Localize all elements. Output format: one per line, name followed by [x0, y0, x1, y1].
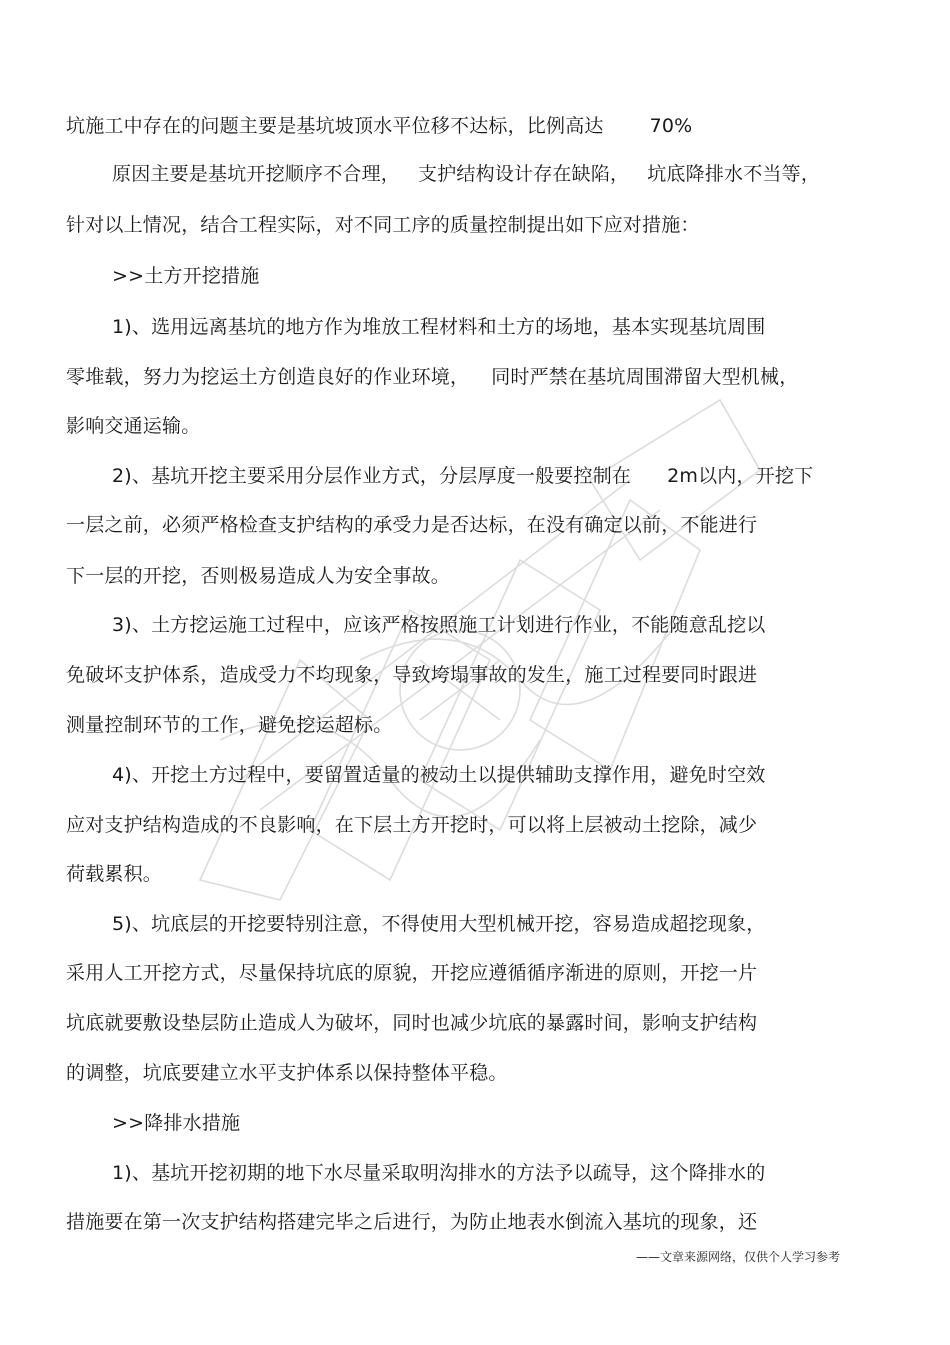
text-line-19	[66, 1010, 757, 1036]
text-line-14	[112, 762, 766, 788]
text-line-9	[66, 512, 757, 538]
section-heading-earthwork	[112, 263, 259, 289]
text-line-8	[112, 463, 813, 489]
text-line-1	[66, 113, 692, 139]
line-11-text: 3)、土方挖运施工过程中，应该严格按照施工计划进行作业，不能随意乱挖以	[112, 614, 766, 636]
text-line-2	[112, 161, 820, 187]
line-23-text: 措施要在第一次支护结构搭建完毕之后进行，为防止地表水倒流入基坑的现象，还	[66, 1211, 758, 1233]
text-line-17	[112, 911, 766, 937]
text-line-12	[66, 662, 757, 688]
heading-dewatering-text: >>降排水措施	[112, 1112, 241, 1134]
text-line-23	[66, 1209, 757, 1235]
line-5-text: 1)、选用远离基坑的地方作为堆放工程材料和土方的场地，基本实现基坑周围	[112, 316, 766, 338]
line-2-text-a: 原因主要是基坑开挖顺序不合理，	[112, 163, 401, 185]
text-line-22	[112, 1160, 766, 1186]
line-1-percent: 70%	[649, 115, 693, 137]
text-line-5	[112, 314, 766, 340]
line-9-text: 一层之前，必须严格检查支护结构的承受力是否达标，在没有确定以前，不能进行	[66, 514, 758, 536]
line-13-text: 测量控制环节的工作，避免挖运超标。	[66, 714, 393, 736]
text-line-3	[66, 212, 700, 238]
text-line-15	[66, 812, 757, 838]
line-18-text: 采用人工开挖方式，尽量保持坑底的原貌，开挖应遵循循序渐进的原则，开挖一片	[66, 962, 758, 984]
line-19-text: 坑底就要敷设垫层防止造成人为破坏，同时也减少坑底的暴露时间，影响支护结构	[66, 1012, 758, 1034]
line-17-text: 5)、坑底层的开挖要特别注意，不得使用大型机械开挖，容易造成超挖现象，	[112, 913, 766, 935]
text-line-7	[66, 413, 200, 439]
line-2-text-b: 支护结构设计存在缺陷，	[418, 163, 630, 185]
line-12-text: 免破坏支护体系，造成受力不均现象，导致垮塌事故的发生，施工过程要同时跟进	[66, 664, 758, 686]
line-22-text: 1)、基坑开挖初期的地下水尽量采取明沟排水的方法予以疏导，这个降排水的	[112, 1162, 766, 1184]
text-line-6	[66, 364, 798, 390]
text-line-16	[66, 861, 162, 887]
text-line-13	[66, 712, 392, 738]
line-10-text: 下一层的开挖，否则极易造成人为安全事故。	[66, 565, 451, 587]
line-8-text-a: 2)、基坑开挖主要采用分层作业方式，分层厚度一般要控制在	[112, 465, 632, 487]
text-line-20	[66, 1060, 508, 1086]
text-line-11	[112, 612, 766, 638]
line-3-text: 针对以上情况，结合工程实际，对不同工序的质量控制提出如下应对措施：	[66, 214, 700, 236]
line-15-text: 应对支护结构造成的不良影响，在下层土方开挖时，可以将上层被动土挖除，减少	[66, 814, 758, 836]
line-16-text: 荷载累积。	[66, 863, 163, 885]
line-1-text: 坑施工中存在的问题主要是基坑坡顶水平位移不达标，比例高达	[66, 115, 604, 137]
line-2-text-c: 坑底降排水不当等，	[647, 163, 821, 185]
source-footnote: ——文章来源网络，仅供个人学习参考	[636, 1250, 841, 1264]
line-6-text-a: 零堆载，努力为挖运土方创造良好的作业环境，	[66, 366, 470, 388]
line-8-text-b: 2m以内，开挖下	[667, 465, 814, 487]
section-heading-dewatering	[112, 1110, 240, 1136]
line-20-text: 的调整，坑底要建立水平支护体系以保持整体平稳。	[66, 1062, 508, 1084]
line-14-text: 4)、开挖土方过程中，要留置适量的被动土以提供辅助支撑作用，避免时空效	[112, 764, 766, 786]
text-line-18	[66, 960, 757, 986]
line-7-text: 影响交通运输。	[66, 415, 201, 437]
text-line-10	[66, 563, 450, 589]
heading-earthwork-text: >>土方开挖措施	[112, 265, 260, 287]
line-6-text-b: 同时严禁在基坑周围滞留大型机械，	[491, 366, 799, 388]
